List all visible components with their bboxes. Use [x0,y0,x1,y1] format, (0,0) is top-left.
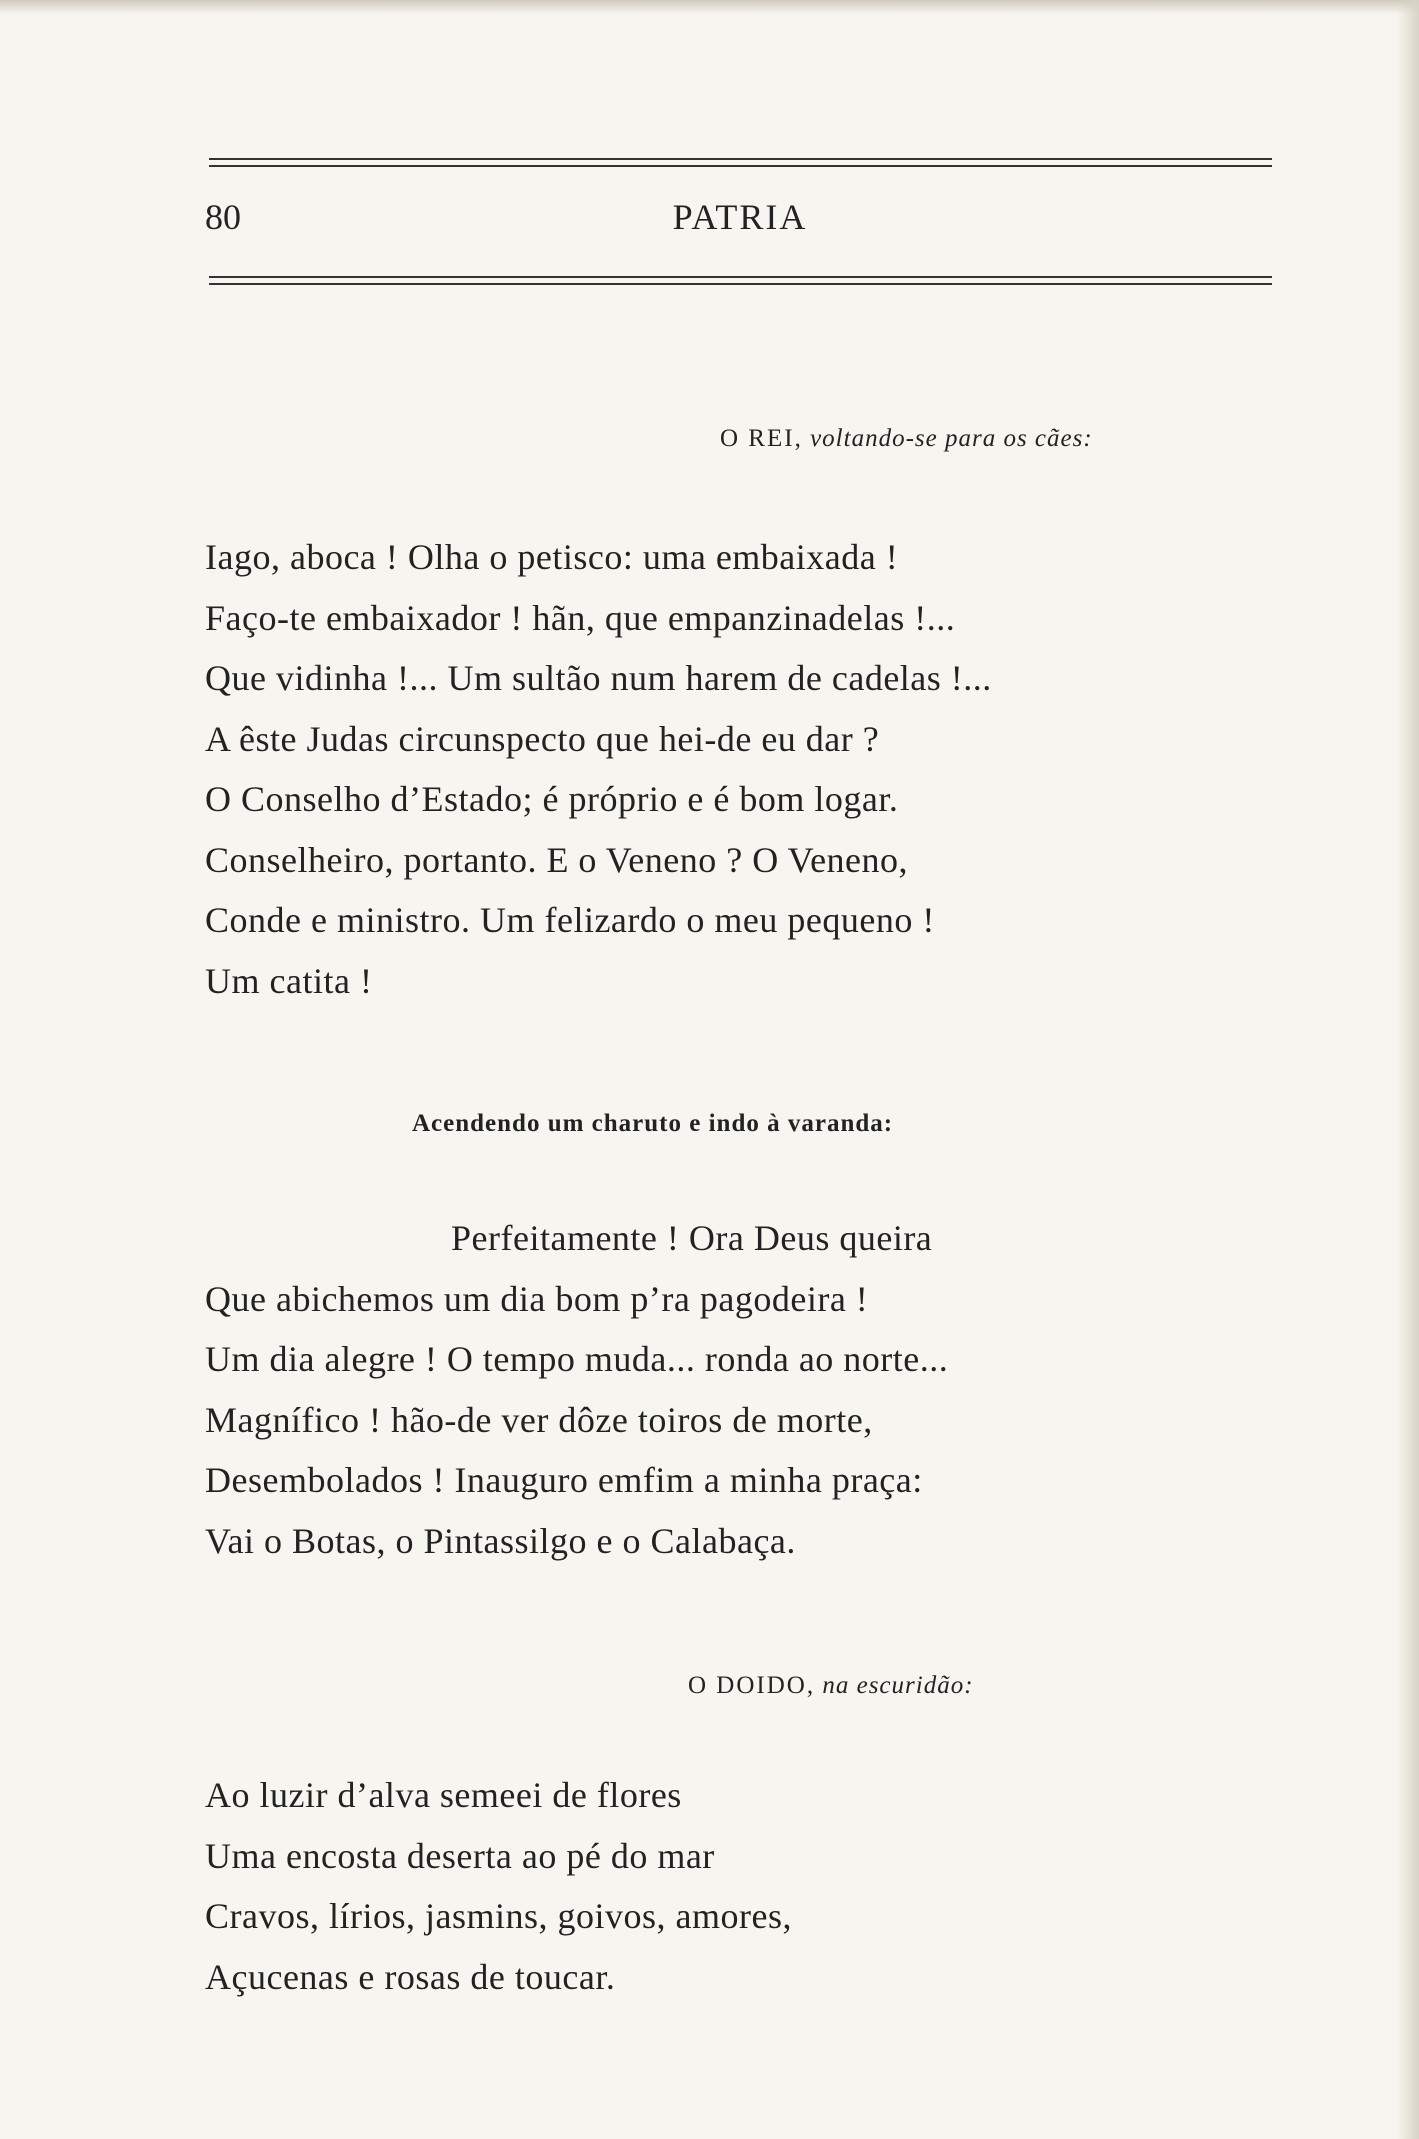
verse-line: Iago, aboca ! Olha o petisco: uma embaixada ! [205,537,899,577]
stage-direction-rei [720,425,1093,453]
page-edge-top [0,0,1419,14]
verse-block-varanda [205,1208,948,1571]
verse-line: Magnífico ! hão-de ver dôze toiros de morte, [205,1399,873,1440]
verse-block-doido [205,1765,792,2007]
stage-note: na escuridão: [822,1672,974,1699]
verse-line: Açucenas e rosas de toucar. [205,1956,616,1997]
page-number: 80 [205,197,241,237]
verse-line: Uma encosta deserta ao pé do mar [205,1835,715,1876]
verse-line: Vai o Botas, o Pintassilgo e o Calabaça. [205,1520,796,1561]
verse-line: Conselheiro, portanto. E o Veneno ? O Veneno, [205,839,909,880]
verse-block-rei [205,527,992,1011]
speaker-name: O REI, [720,425,803,452]
header-rule-top [209,158,1272,172]
verse-line: Desembolados ! Inauguro emfim a minha praça: [205,1460,923,1500]
verse-line: A êste Judas circunspecto que hei-de eu dar ? [205,718,880,759]
stage-note: voltando-se para os cães: [810,425,1093,452]
verse-line: Um dia alegre ! O tempo muda... ronda ao norte... [205,1339,949,1379]
running-head [205,196,1275,246]
verse-line: Um catita ! [205,960,373,1001]
header-rule-bottom [209,276,1272,290]
verse-line: Faço-te embaixador ! hãn, que empanzinadelas !... [205,597,956,638]
page-edge-right [1397,0,1419,2139]
verse-line: Ao luzir d’alva semeei de flores [205,1775,682,1815]
speaker-name: O DOIDO, [688,1672,816,1699]
stage-direction-doido [688,1672,974,1700]
verse-line: Conde e ministro. Um felizardo o meu pequeno ! [205,900,935,940]
verse-line: Cravos, lírios, jasmins, goivos, amores, [205,1896,792,1936]
book-title: PATRIA [672,197,808,237]
verse-line: Que vidinha !... Um sultão num harem de cadelas !... [205,658,992,698]
verse-line: Que abichemos um dia bom p’ra pagodeira ! [205,1278,869,1319]
verse-line: Perfeitamente ! Ora Deus queira [451,1218,933,1258]
verse-line: O Conselho d’Estado; é próprio e é bom logar. [205,779,899,819]
stage-direction-varanda: Acendendo um charuto e indo à varanda: [412,1110,894,1137]
